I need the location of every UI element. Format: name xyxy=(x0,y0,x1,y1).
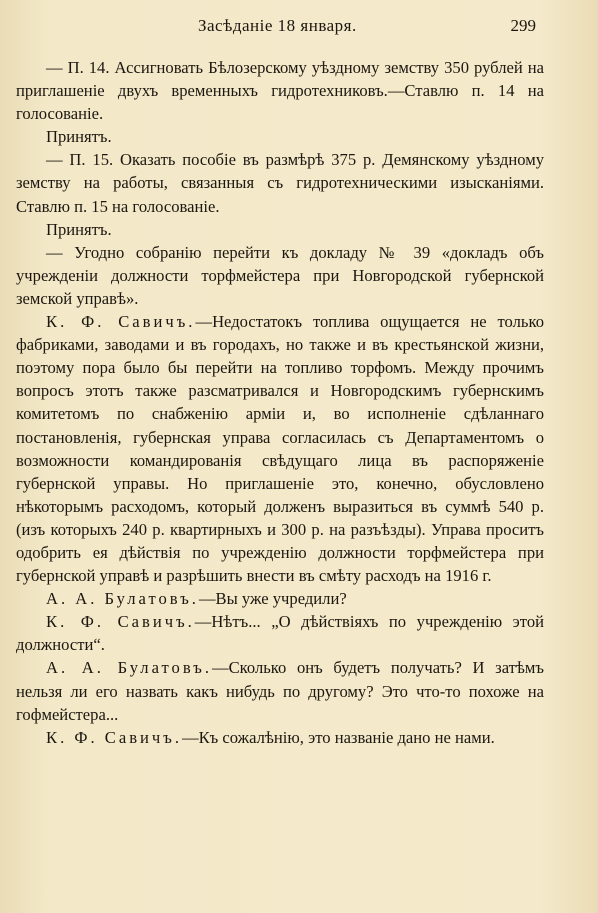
speech-savich xyxy=(16,726,544,749)
speech-savich xyxy=(16,310,544,587)
body-text xyxy=(16,56,544,749)
paragraph-text: — П. 15. Оказать пособіе въ размѣрѣ 375 р. Демянскому уѣздному земству на работы, связанныя съ гидротехническими изысканіями. Ставлю п. 15 на голосованіе. xyxy=(16,150,544,216)
paragraph-item-14 xyxy=(16,56,544,125)
paragraph-text: — П. 14. Ассигновать Бѣлозерскому уѣздному земству 350 рублей на приглашеніе двухъ временныхъ гидротехниковъ.—Ставлю п. 14 на голосованіе. xyxy=(16,58,544,124)
running-header xyxy=(40,16,558,40)
paragraph-item-15 xyxy=(16,148,544,217)
speech-text: —Къ сожалѣнію, это названіе дано не нами. xyxy=(182,727,495,747)
speech-text: —Сколько онъ будетъ получать? И затѣмъ нельзя ли его назвать какъ нибудь по другому? Это что-то похоже на гофмейстера... xyxy=(16,658,544,724)
paragraph-accepted xyxy=(16,218,544,241)
speech-bulatov xyxy=(16,656,544,725)
speech-bulatov xyxy=(16,587,544,610)
running-title: Засѣданіе 18 января. xyxy=(198,16,357,35)
speaker-name: К. Ф. Савичъ. xyxy=(46,727,182,747)
paragraph-accepted xyxy=(16,125,544,148)
speaker-name: А. А. Булатовъ. xyxy=(46,589,199,609)
speech-text: —Вы уже учредили? xyxy=(198,589,347,609)
paragraph-text: Принятъ. xyxy=(46,127,112,147)
paragraph-text: — Угодно собранію перейти къ докладу № 39 «докладъ объ учрежденіи должности торфмейстера при Новгородской губернской земской управѣ». xyxy=(16,242,544,308)
speaker-name: А. А. Булатовъ. xyxy=(46,658,212,678)
speaker-name: К. Ф. Савичъ. xyxy=(46,612,195,632)
speech-text: —Нѣтъ... „О дѣйствіяхъ по учрежденію этой должности“. xyxy=(16,612,544,655)
speaker-name: К. Ф. Савичъ. xyxy=(46,312,196,332)
paragraph-report-39 xyxy=(16,241,544,310)
page-number: 299 xyxy=(510,16,536,35)
speech-savich xyxy=(16,610,544,656)
speech-text: —Недостатокъ топлива ощущается не только фабриками, заводами и въ городахъ, но также и въ крестьянской жизни, поэтому пора было бы перейти на топливо торфомъ. Между прочимъ вопросъ этотъ также разсматривался и Новгородскимъ губернскимъ комитетомъ по снабженію арміи и, во исполненіе сдѣланнаго постановленія, губернская управа согласилась съ Департаментомъ о возможности командированія свѣдущаго лица въ распоряженіе губернской управы. Но приглашеніе это, конечно, обусловлено нѣкоторымъ расходомъ, который долженъ выразиться въ суммѣ 540 р. (изъ которыхъ 240 р. квартирныхъ и 300 р. на разъѣзды). Управа проситъ одобрить ея дѣйствія по учрежденію должности торфмейстера при губернской управѣ и разрѣшить внести въ смѣту расходъ на 1916 г. xyxy=(16,312,544,586)
paragraph-text: Принятъ. xyxy=(46,219,112,239)
